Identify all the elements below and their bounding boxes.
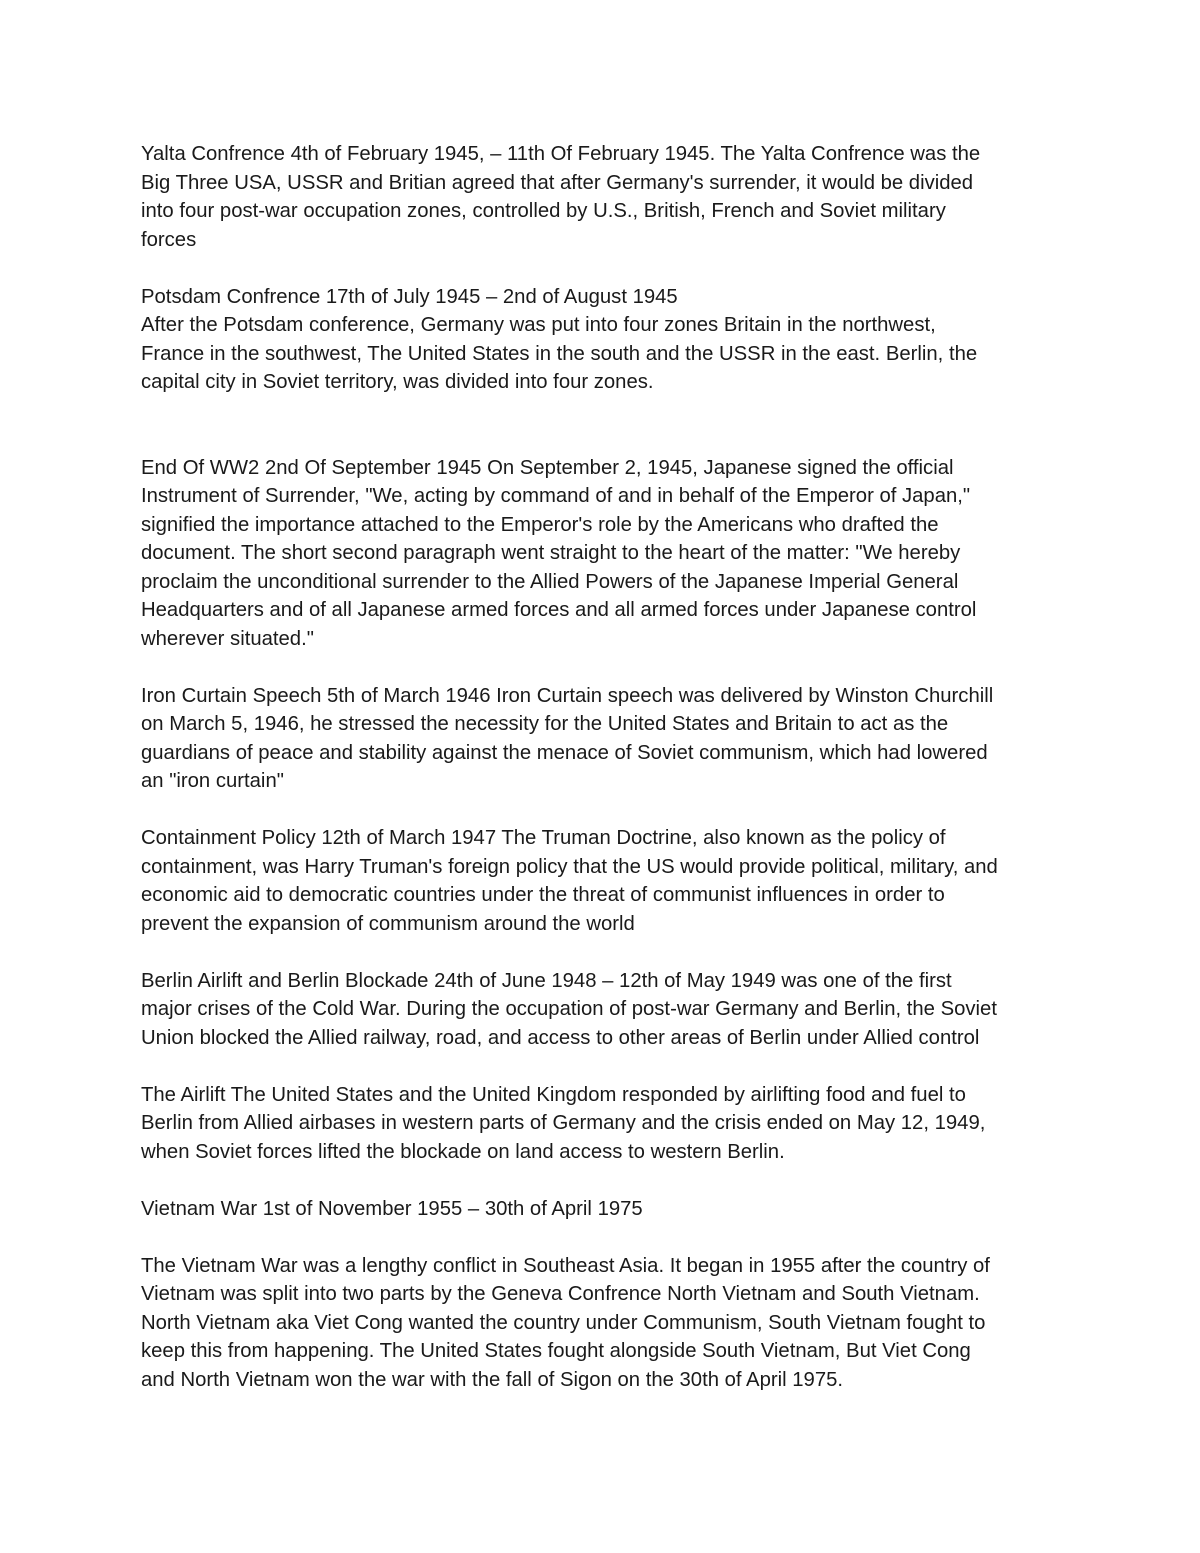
paragraph-spacer bbox=[141, 796, 1076, 825]
paragraph-potsdam-conference: Potsdam Confrence 17th of July 1945 – 2nd of August 1945 After the Potsdam conference, Germany was put into four zones Britain in the northwest, France in the southwest, The United States in the south and the USSR in the east. Berlin, the capital city in Soviet territory, was divided into four zones. bbox=[141, 285, 978, 393]
paragraph-spacer bbox=[141, 1052, 1076, 1081]
paragraph-spacer bbox=[141, 938, 1076, 967]
paragraph-iron-curtain-speech: Iron Curtain Speech 5th of March 1946 Iron Curtain speech was delivered by Winston Churchill on March 5, 1946, he stressed the necessity for the United States and Britain to act as the guardians of peace and stability against the menace of Soviet communism, which had lowered an "iron curtain" bbox=[141, 684, 994, 792]
paragraph-spacer bbox=[141, 653, 1076, 682]
paragraph-yalta-conference: Yalta Confrence 4th of February 1945, – 11th Of February 1945. The Yalta Confrence was the Big Three USA, USSR and Britian agreed that after Germany's surrender, it would be divided into four post-war occupation zones, controlled by U.S., British, French and Soviet military forces bbox=[141, 143, 981, 251]
paragraph-vietnam-war-body: The Vietnam War was a lengthy conflict in Southeast Asia. It began in 1955 after the country of Vietnam was split into two parts by the Geneva Confrence North Vietnam and South Vietnam. North Vietnam aka Viet Cong wanted the country under Communism, South Vietnam fought to keep this from happening. The United States fought alongside South Vietnam, But Viet Cong and North Vietnam won the war with the fall of Sigon on the 30th of April 1975. bbox=[141, 1254, 990, 1391]
paragraph-spacer bbox=[141, 1223, 1076, 1252]
paragraph-end-of-ww2: End Of WW2 2nd Of September 1945 On September 2, 1945, Japanese signed the official Instrument of Surrender, "We, acting by command of and in behalf of the Emperor of Japan," signified the importance attached to the Emperor's role by the Americans who drafted the document. The short second paragraph went straight to the heart of the matter: "We hereby proclaim the unconditional surrender to the Allied Powers of the Japanese Imperial General Headquarters and of all Japanese armed forces and all armed forces under Japanese control wherever situated." bbox=[141, 456, 977, 650]
paragraph-containment-policy: Containment Policy 12th of March 1947 The Truman Doctrine, also known as the policy of containment, was Harry Truman's foreign policy that the US would provide political, military, and economic aid to democratic countries under the threat of communist influences in order to prevent the expansion of communism around the world bbox=[141, 827, 998, 935]
paragraph-spacer bbox=[141, 1166, 1076, 1195]
paragraph-spacer bbox=[141, 397, 1076, 454]
paragraph-airlift: The Airlift The United States and the United Kingdom responded by airlifting food and fuel to Berlin from Allied airbases in western parts of Germany and the crisis ended on May 12, 1949, when Soviet forces lifted the blockade on land access to western Berlin. bbox=[141, 1083, 986, 1163]
paragraph-berlin-blockade: Berlin Airlift and Berlin Blockade 24th of June 1948 – 12th of May 1949 was one of the first major crises of the Cold War. During the occupation of post-war Germany and Berlin, the Soviet Union blocked the Allied railway, road, and access to other areas of Berlin under Allied control bbox=[141, 969, 997, 1049]
paragraph-vietnam-war-heading: Vietnam War 1st of November 1955 – 30th of April 1975 bbox=[141, 1197, 643, 1220]
paragraph-spacer bbox=[141, 254, 1076, 283]
document-body bbox=[141, 140, 1076, 1394]
